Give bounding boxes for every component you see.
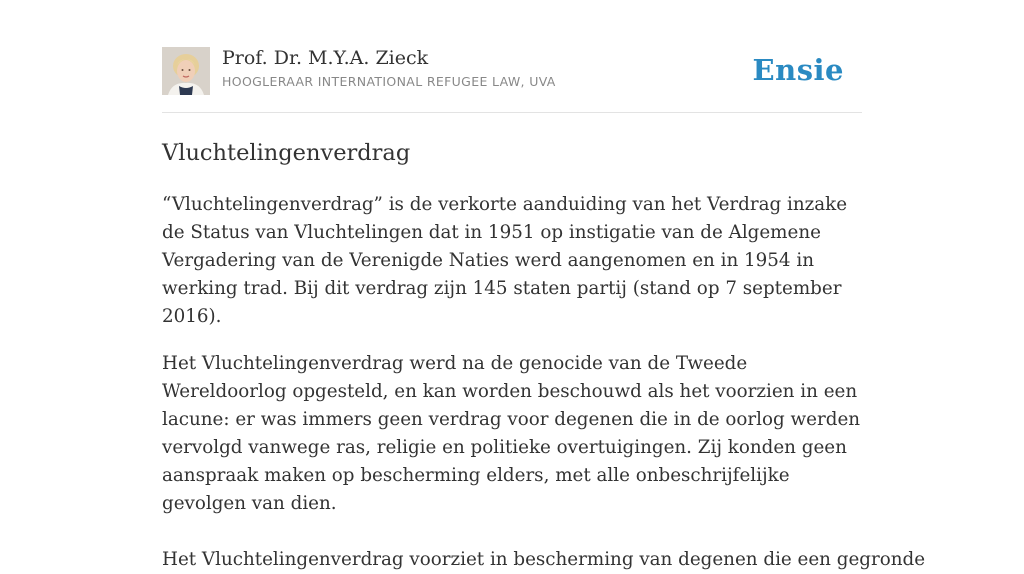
article-title: Vluchtelingenverdrag bbox=[162, 140, 411, 166]
author-name[interactable]: Prof. Dr. M.Y.A. Zieck bbox=[222, 47, 429, 69]
article-container bbox=[162, 0, 926, 574]
ensie-logo[interactable]: Ensie bbox=[752, 53, 844, 87]
article-paragraph: Het Vluchtelingenverdrag voorziet in bescherming van degenen die een gegronde bbox=[162, 549, 926, 570]
author-portrait-image bbox=[162, 47, 210, 95]
article-paragraph: “Vluchtelingenverdrag” is de verkorte aanduiding van het Verdrag inzake de Status van Vluchtelingen dat in 1951 op instigatie van de Algemene Vergadering van de Verenigde Naties werd aangenomen en in 1954 in werking trad. Bij dit verdrag zijn 145 staten partij (stand op 7 september 2016). bbox=[162, 194, 848, 327]
author-role: HOOGLERAAR INTERNATIONAL REFUGEE LAW, UVA bbox=[222, 74, 556, 89]
article-paragraph: Het Vluchtelingenverdrag werd na de genocide van de Tweede Wereldoorlog opgesteld, en kan worden beschouwd als het voorzien in een lacune: er was immers geen verdrag voor degenen die in de oorlog werden vervolgd vanwege ras, religie en politieke overtuigingen. Zij konden geen aanspraak maken op bescherming elders, met alle onbeschrijfelijke gevolgen van dien. bbox=[162, 353, 861, 514]
author-avatar[interactable] bbox=[162, 47, 210, 95]
author-header bbox=[162, 0, 862, 113]
